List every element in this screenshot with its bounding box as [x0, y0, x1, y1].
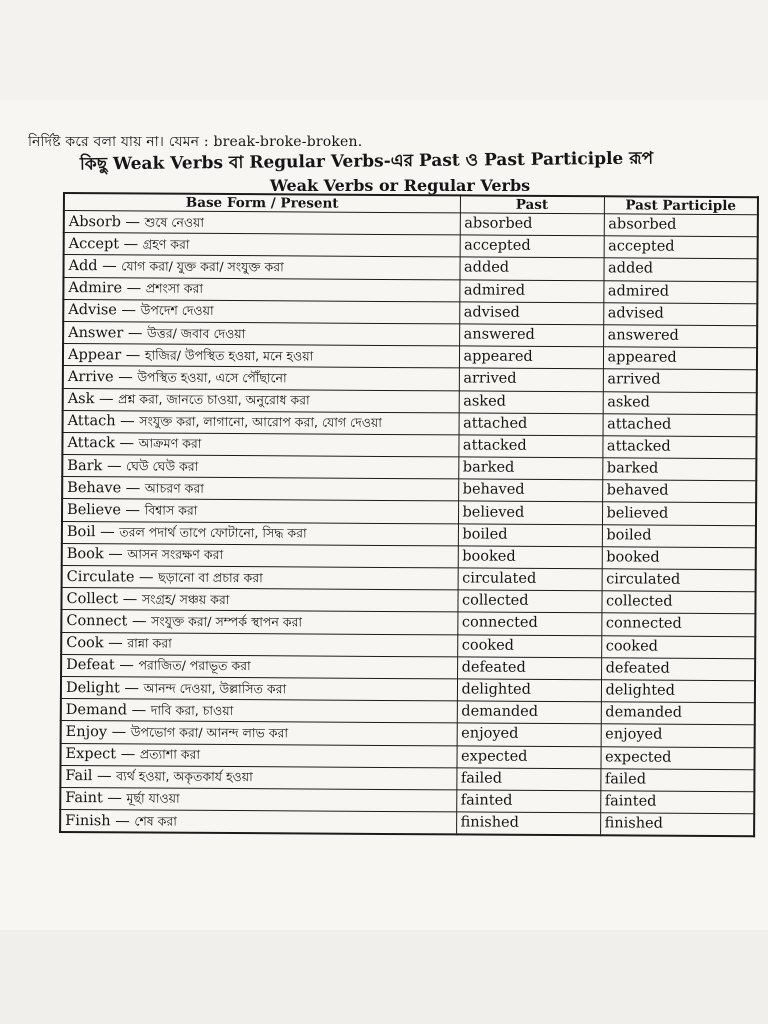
- base-form-cell: [63, 410, 459, 435]
- bengali-meaning: হাজির/ উপস্থিত হওয়া, মনে হওয়া: [144, 347, 314, 364]
- past-cell: boiled: [458, 524, 602, 547]
- dash-separator: —: [121, 480, 145, 497]
- past-participle-cell: added: [603, 258, 757, 281]
- base-form-cell: [63, 255, 459, 280]
- base-form-cell: [62, 499, 458, 524]
- past-cell: enjoyed: [457, 723, 601, 746]
- bengali-meaning: পরাজিত/ পরাভূত করা: [138, 657, 251, 674]
- base-form-cell: [61, 654, 457, 679]
- bengali-meaning: প্রশংসা করা: [145, 280, 204, 297]
- page-background: [0, 930, 768, 1024]
- past-participle-cell: demanded: [601, 702, 755, 725]
- base-verb: Connect: [66, 612, 128, 630]
- base-form-cell: [61, 676, 457, 701]
- dash-separator: —: [103, 546, 128, 563]
- base-verb: Demand: [65, 701, 128, 719]
- past-participle-cell: expected: [600, 746, 754, 769]
- dash-separator: —: [94, 391, 119, 408]
- past-participle-cell: booked: [602, 547, 756, 570]
- bengali-meaning: তরল পদার্থ তাপে ফোটানো, সিদ্ধ করা: [119, 524, 307, 541]
- bengali-meaning: উপদেশ দেওয়া: [140, 302, 214, 319]
- bengali-meaning: সংযুক্ত করা/ সম্পর্ক স্থাপন করা: [151, 613, 303, 630]
- past-cell: booked: [458, 546, 602, 569]
- dash-separator: —: [120, 213, 145, 231]
- base-form-cell: [63, 366, 459, 391]
- dash-separator: —: [120, 502, 145, 519]
- bengali-meaning: উত্তর/ জবাব দেওয়া: [147, 325, 246, 341]
- past-participle-cell: finished: [600, 813, 754, 837]
- base-verb: Absorb: [68, 213, 122, 230]
- verb-table: [59, 192, 759, 837]
- base-form-cell: [63, 299, 459, 324]
- dash-separator: —: [116, 746, 140, 763]
- bengali-meaning: শেষ করা: [134, 813, 177, 829]
- past-participle-cell: barked: [602, 458, 756, 481]
- base-form-cell: [62, 543, 458, 568]
- table-row: [60, 810, 754, 837]
- base-form-cell: [62, 455, 458, 480]
- base-form-cell: [64, 211, 460, 236]
- base-form-cell: [63, 277, 459, 302]
- dash-separator: —: [127, 702, 151, 719]
- dash-separator: —: [118, 591, 142, 608]
- base-form-cell: [62, 477, 458, 502]
- base-form-cell: [63, 388, 459, 413]
- dash-separator: —: [110, 812, 135, 830]
- past-cell: absorbed: [460, 213, 604, 236]
- past-participle-cell: asked: [603, 391, 757, 414]
- bengali-meaning: সংগ্রহ/ সঞ্চয় করা: [141, 591, 230, 607]
- dash-separator: —: [116, 302, 141, 319]
- header-base-form: Base Form / Present: [64, 193, 460, 213]
- past-cell: expected: [456, 745, 600, 768]
- dash-separator: —: [92, 768, 117, 785]
- past-cell: circulated: [458, 568, 602, 591]
- section-title: কিছু Weak Verbs বা Regular Verbs-এর Past ও Past Participle রূপ: [79, 148, 654, 175]
- base-form-cell: [61, 588, 457, 613]
- base-verb: Book: [66, 546, 104, 563]
- past-cell: accepted: [460, 235, 604, 258]
- base-verb: Circulate: [66, 568, 135, 586]
- past-cell: failed: [456, 768, 600, 791]
- base-verb: Bark: [67, 457, 103, 474]
- dash-separator: —: [127, 613, 152, 630]
- base-verb: Attach: [67, 413, 116, 430]
- dash-separator: —: [114, 657, 139, 674]
- base-verb: Accept: [68, 235, 120, 253]
- bengali-meaning: দাবি করা, চাওয়া: [150, 702, 234, 718]
- past-participle-cell: behaved: [602, 480, 756, 503]
- past-participle-cell: enjoyed: [601, 724, 755, 747]
- base-verb: Attack: [67, 435, 115, 452]
- base-form-cell: [64, 233, 460, 258]
- table-title: Weak Verbs or Regular Verbs: [269, 176, 531, 195]
- past-participle-cell: cooked: [601, 635, 755, 658]
- base-verb: Add: [68, 258, 98, 275]
- dash-separator: —: [106, 724, 131, 741]
- dash-separator: —: [122, 280, 146, 297]
- past-cell: behaved: [458, 479, 602, 502]
- base-verb: Arrive: [67, 368, 114, 386]
- past-participle-cell: collected: [601, 591, 755, 614]
- base-verb: Cook: [66, 635, 104, 652]
- dash-separator: —: [114, 435, 139, 452]
- base-verb: Boil: [66, 524, 96, 541]
- dash-separator: —: [113, 369, 138, 386]
- past-participle-cell: attached: [603, 413, 757, 436]
- past-cell: admired: [459, 279, 603, 302]
- base-verb: Collect: [66, 590, 119, 608]
- base-verb: Finish: [65, 812, 111, 829]
- bengali-meaning: আনন্দ দেওয়া, উল্লাসিত করা: [143, 680, 287, 696]
- bengali-meaning: গ্রহণ করা: [142, 236, 190, 252]
- past-cell: appeared: [459, 346, 603, 369]
- dash-separator: —: [121, 347, 145, 364]
- past-cell: connected: [457, 612, 601, 635]
- base-verb: Believe: [67, 502, 121, 519]
- bengali-meaning: আচরণ করা: [144, 480, 204, 496]
- base-form-cell: [63, 344, 459, 369]
- base-verb: Delight: [65, 679, 120, 696]
- bengali-meaning: যোগ করা/ যুক্ত করা/ সংযুক্ত করা: [121, 258, 284, 275]
- past-cell: asked: [459, 390, 603, 413]
- base-verb: Enjoy: [65, 723, 108, 741]
- base-verb: Appear: [67, 346, 122, 364]
- verb-table-body: [60, 211, 758, 837]
- past-participle-cell: arrived: [603, 369, 757, 392]
- past-participle-cell: defeated: [601, 658, 755, 681]
- past-cell: attached: [459, 413, 603, 436]
- past-cell: delighted: [457, 679, 601, 702]
- past-cell: answered: [459, 324, 603, 347]
- bengali-meaning: আক্রমণ করা: [138, 435, 202, 452]
- past-cell: demanded: [457, 701, 601, 724]
- dash-separator: —: [123, 324, 148, 342]
- bengali-meaning: প্রত্যাশা করা: [139, 746, 201, 762]
- bengali-meaning: ব্যর্থ হওয়া, অকৃতকার্য হওয়া: [116, 768, 253, 785]
- dash-separator: —: [134, 569, 159, 586]
- past-participle-cell: circulated: [602, 569, 756, 592]
- past-cell: arrived: [459, 368, 603, 391]
- base-form-cell: [60, 810, 456, 835]
- bengali-meaning: রান্না করা: [127, 635, 172, 651]
- bengali-meaning: আসন সংরক্ষণ করা: [127, 546, 224, 563]
- base-form-cell: [63, 321, 459, 346]
- dash-separator: —: [115, 413, 140, 430]
- past-participle-cell: failed: [600, 768, 754, 791]
- past-cell: defeated: [457, 657, 601, 680]
- past-participle-cell: admired: [603, 280, 757, 303]
- base-verb: Defeat: [66, 657, 115, 674]
- base-form-cell: [61, 610, 457, 635]
- dash-separator: —: [119, 236, 143, 253]
- past-participle-cell: connected: [601, 613, 755, 636]
- bengali-meaning: ঘেউ ঘেউ করা: [126, 458, 199, 474]
- past-participle-cell: answered: [603, 325, 757, 348]
- base-form-cell: [61, 632, 457, 657]
- past-cell: collected: [457, 590, 601, 613]
- header-past-participle: Past Participle: [604, 196, 758, 214]
- past-cell: believed: [458, 501, 602, 524]
- past-cell: attacked: [458, 435, 602, 458]
- base-verb: Admire: [68, 280, 123, 297]
- past-participle-cell: attacked: [602, 436, 756, 459]
- dash-separator: —: [119, 679, 144, 697]
- base-form-cell: [62, 565, 458, 590]
- past-participle-cell: advised: [603, 303, 757, 326]
- bengali-meaning: ছড়ানো বা প্রচার করা: [158, 569, 263, 585]
- base-verb: Ask: [67, 391, 95, 408]
- dash-separator: —: [103, 635, 128, 652]
- bengali-meaning: সংযুক্ত করা, লাগানো, আরোপ করা, যোগ দেওয়া: [139, 413, 382, 431]
- base-verb: Answer: [68, 324, 124, 341]
- past-participle-cell: appeared: [603, 347, 757, 370]
- bengali-meaning: উপস্থিত হওয়া, এসে পৌঁছানো: [137, 369, 287, 386]
- past-cell: fainted: [456, 790, 600, 813]
- past-cell: barked: [458, 457, 602, 480]
- base-verb: Behave: [67, 479, 122, 497]
- base-form-cell: [60, 787, 456, 812]
- base-form-cell: [60, 765, 456, 790]
- dash-separator: —: [102, 457, 127, 475]
- base-form-cell: [62, 521, 458, 546]
- past-participle-cell: delighted: [601, 680, 755, 703]
- past-participle-cell: accepted: [604, 236, 758, 259]
- past-participle-cell: believed: [602, 502, 756, 525]
- bengali-meaning: মূর্ছা যাওয়া: [126, 790, 180, 807]
- base-form-cell: [61, 699, 457, 724]
- verb-table-wrapper: [59, 192, 757, 837]
- bengali-meaning: উপভোগ করা/ আনন্দ লাভ করা: [130, 724, 289, 741]
- past-participle-cell: fainted: [600, 791, 754, 814]
- past-participle-cell: absorbed: [604, 214, 758, 237]
- past-cell: cooked: [457, 634, 601, 657]
- dash-separator: —: [95, 524, 120, 541]
- past-participle-cell: boiled: [602, 524, 756, 547]
- bengali-meaning: প্রশ্ন করা, জানতে চাওয়া, অনুরোধ করা: [118, 391, 310, 408]
- past-cell: finished: [456, 812, 600, 836]
- bengali-meaning: শুষে নেওয়া: [144, 214, 205, 230]
- base-verb: Advise: [68, 302, 117, 319]
- dash-separator: —: [102, 790, 127, 807]
- header-past: Past: [460, 195, 604, 213]
- dash-separator: —: [97, 258, 122, 275]
- base-form-cell: [60, 743, 456, 768]
- base-form-cell: [62, 432, 458, 457]
- base-verb: Expect: [65, 746, 117, 763]
- bengali-meaning: বিশ্বাস করা: [144, 502, 198, 518]
- intro-line: নির্দিষ্ট করে বলা যায় না। যেমন : break-broke-broken.: [28, 134, 363, 150]
- base-verb: Fail: [65, 768, 93, 785]
- past-cell: advised: [459, 302, 603, 325]
- base-form-cell: [61, 721, 457, 746]
- base-verb: Faint: [65, 790, 103, 807]
- past-cell: added: [459, 257, 603, 280]
